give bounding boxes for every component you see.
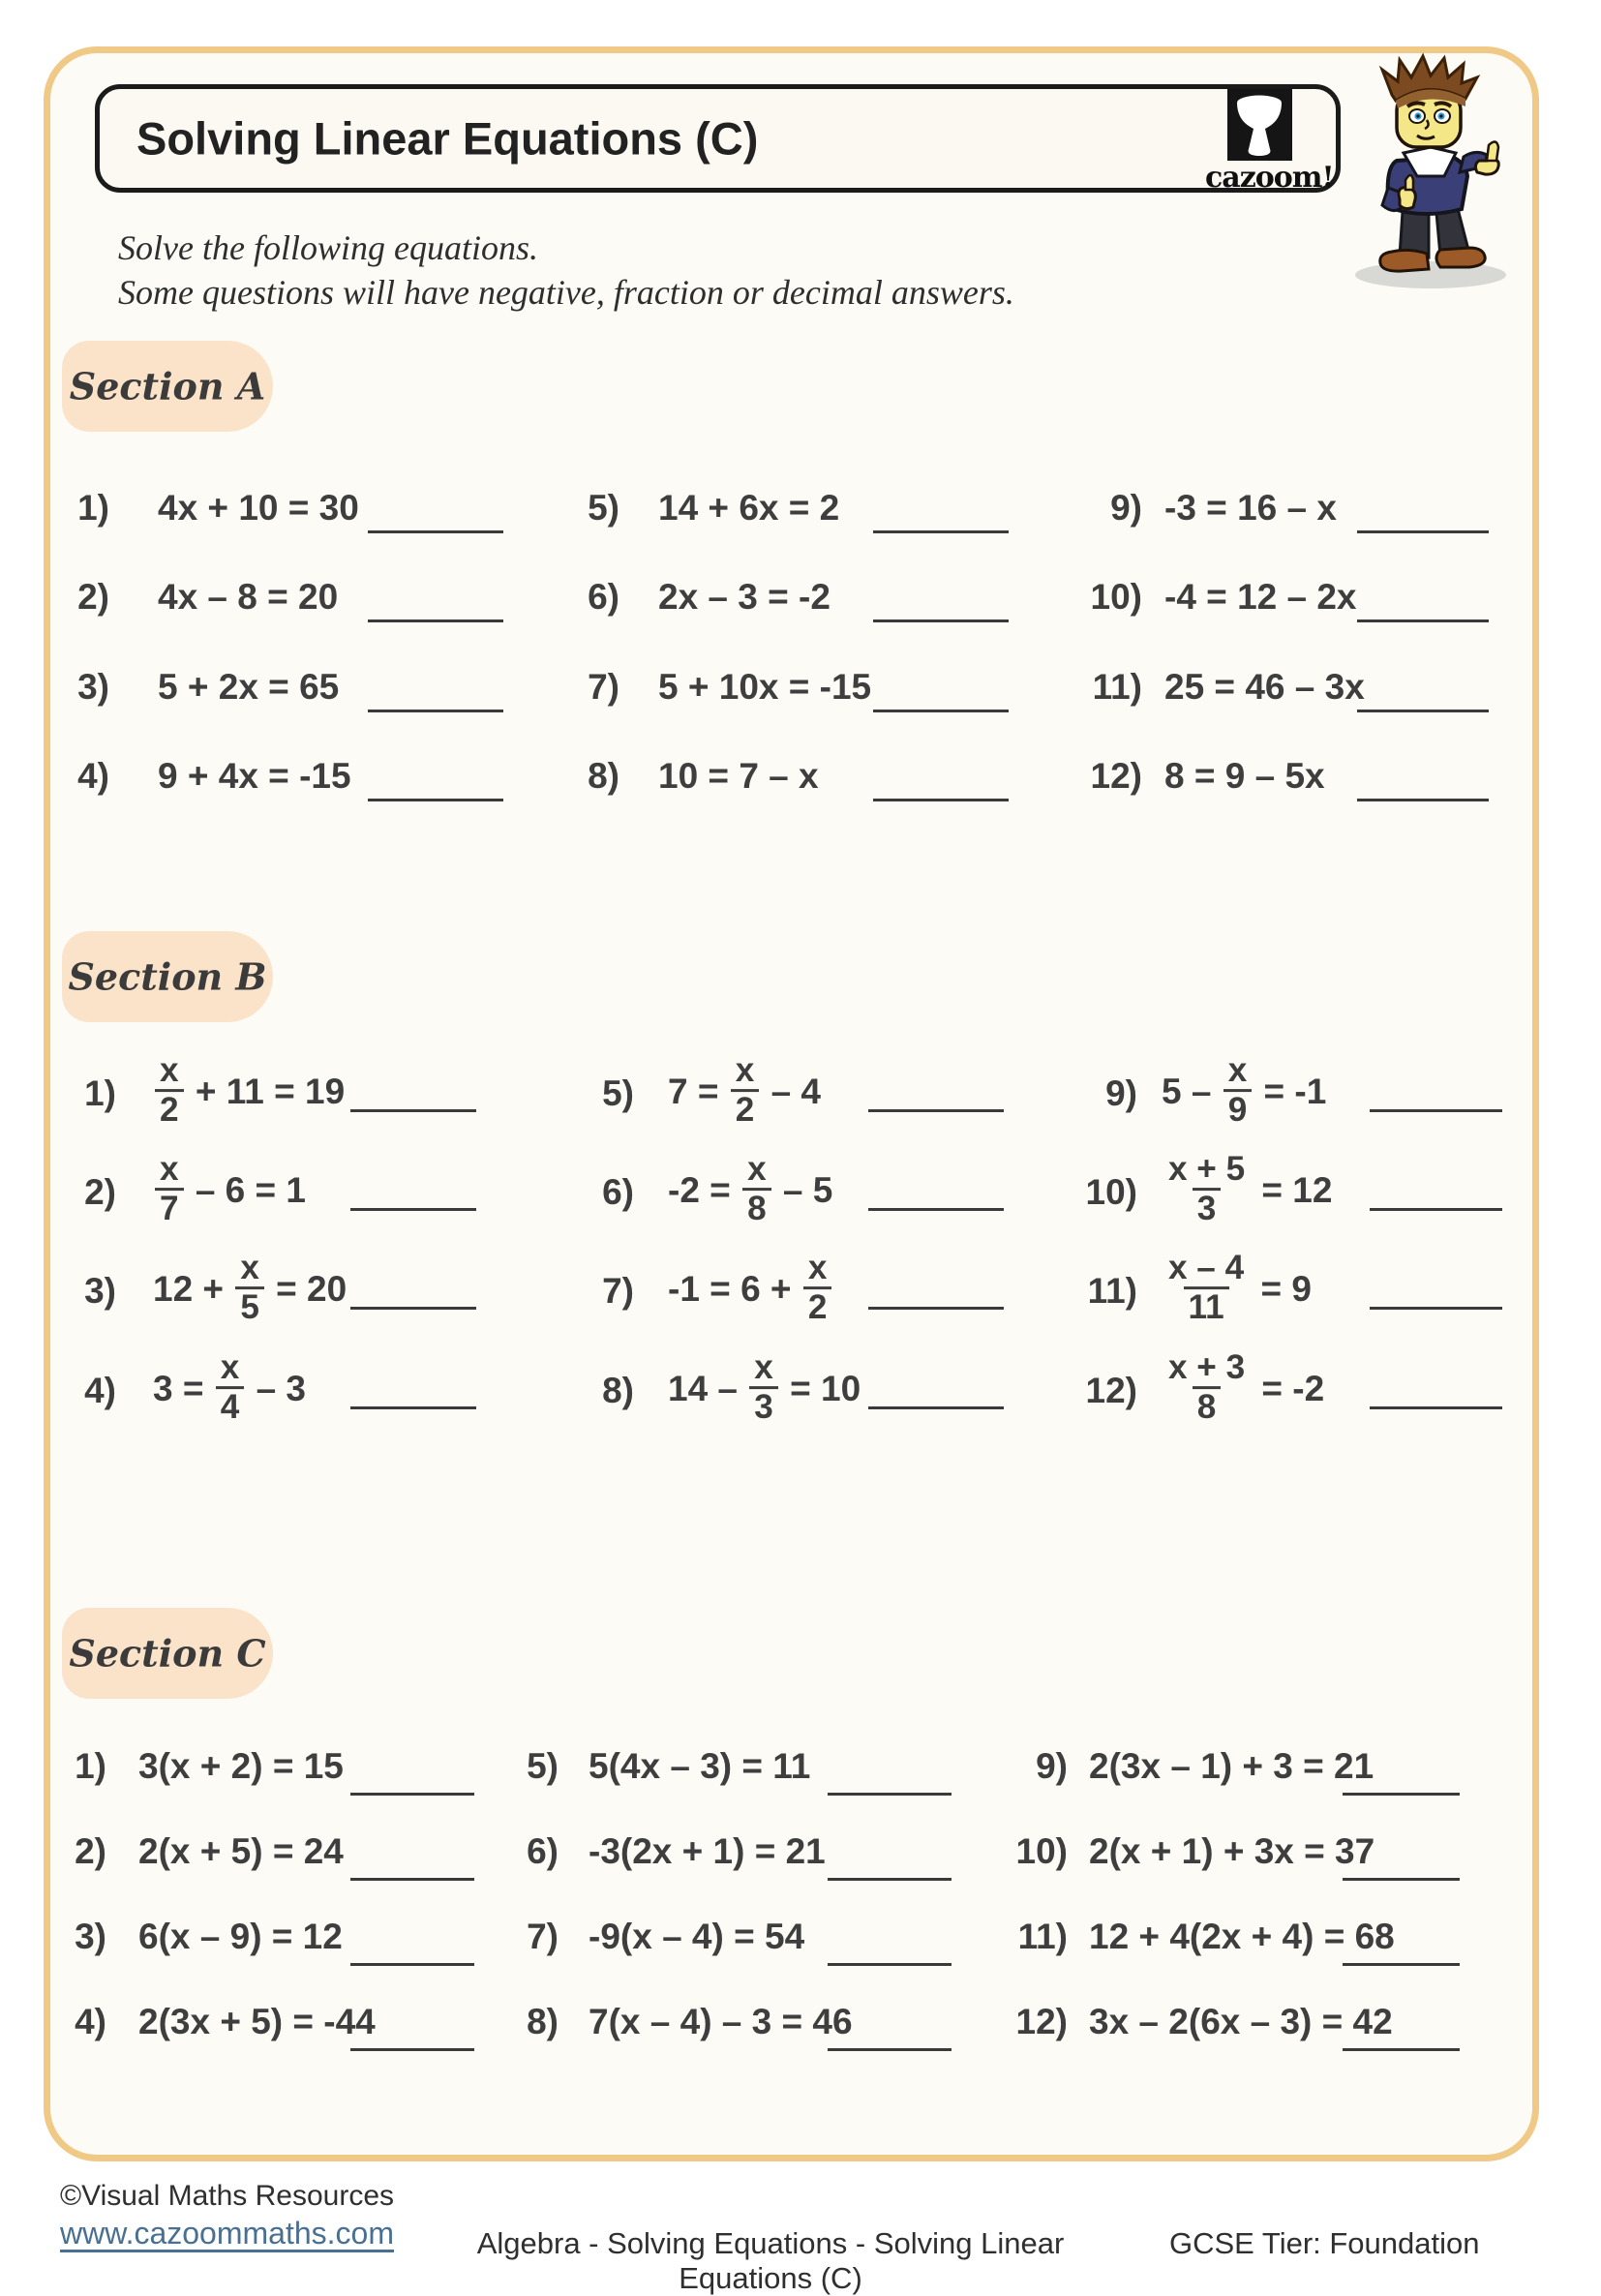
question-number: 2) <box>75 1831 106 1871</box>
equation: 25 = 46 – 3x <box>1164 667 1365 707</box>
answer-line <box>1370 1406 1502 1409</box>
equation: $\frac{x + 3}{8}$ = -2 <box>1162 1353 1324 1429</box>
question-number: 7) <box>588 667 619 707</box>
answer-line <box>1357 710 1489 712</box>
equation: 14 + 6x = 2 <box>658 488 840 528</box>
question-row <box>0 1142 1601 1243</box>
equation: 2(3x + 5) = -44 <box>138 2002 376 2041</box>
section-b-badge <box>62 931 273 1022</box>
fraction: $\frac{x + 5}{3}$ <box>1168 1150 1246 1227</box>
question-number: 6) <box>527 1831 559 1871</box>
footer-tier: GCSE Tier: Foundation <box>1169 2226 1480 2260</box>
equation: 8 = 9 – 5x <box>1164 756 1325 796</box>
section-b-label: Section B <box>68 954 267 999</box>
question-row <box>0 559 1601 636</box>
question-number: 9) <box>1036 1746 1068 1786</box>
section-a-label: Section A <box>69 364 266 408</box>
question-row <box>0 1043 1601 1144</box>
question-number: 2) <box>84 1172 116 1212</box>
question-number: 4) <box>84 1371 116 1410</box>
question-number: 4) <box>77 756 109 796</box>
question-number: 9) <box>1105 1073 1137 1113</box>
equation: -1 = 6 + $\frac{x}{2}$ <box>668 1254 833 1329</box>
answer-line <box>1370 1109 1502 1112</box>
fraction: $\frac{x - 4}{11}$ <box>1168 1249 1245 1326</box>
equation: 5 + 2x = 65 <box>158 667 340 707</box>
answer-line <box>1343 1793 1460 1796</box>
answer-line <box>1370 1208 1502 1211</box>
equation: 6(x – 9) = 12 <box>138 1917 343 1956</box>
fraction: $\frac{x}{2}$ <box>731 1053 760 1129</box>
equation: 2(3x – 1) + 3 = 21 <box>1089 1746 1374 1786</box>
question-number: 3) <box>84 1271 116 1311</box>
fraction: $\frac{x + 3}{8}$ <box>1168 1348 1246 1426</box>
question-number: 2) <box>77 577 109 617</box>
equation: -3 = 16 – x <box>1164 488 1337 528</box>
question-number: 1) <box>77 488 109 528</box>
equation: 12 + $\frac{x}{5}$ = 20 <box>153 1249 347 1326</box>
question-number: 4) <box>75 2002 106 2041</box>
equation: -2 = $\frac{x}{8}$ – 5 <box>668 1150 833 1227</box>
drum-icon <box>1227 89 1292 161</box>
question-number: 11) <box>1017 1917 1068 1956</box>
answer-line <box>1357 530 1489 533</box>
answer-line <box>1343 1878 1460 1881</box>
mascot-boy <box>1344 52 1516 292</box>
instruction-line-2: Some questions will have negative, fraction or decimal answers. <box>118 273 1014 312</box>
answer-line <box>1357 619 1489 622</box>
equation: -9(x – 4) = 54 <box>589 1917 805 1956</box>
equation: 10 = 7 – x <box>658 756 819 796</box>
question-number: 6) <box>588 577 619 617</box>
equation: 5(4x – 3) = 11 <box>589 1746 811 1786</box>
equation: $\frac{x}{7}$ – 6 = 1 <box>153 1155 306 1230</box>
question-row <box>0 649 1601 726</box>
equation: 4x + 10 = 30 <box>158 488 359 528</box>
equation: 2(x + 5) = 24 <box>138 1831 344 1871</box>
equation: 7 = $\frac{x}{2}$ – 4 <box>668 1051 822 1129</box>
equation: -3(2x + 1) = 21 <box>589 1831 826 1871</box>
fraction: $\frac{x}{4}$ <box>216 1350 245 1426</box>
question-number: 7) <box>602 1271 634 1311</box>
fraction: $\frac{x}{8}$ <box>742 1152 771 1227</box>
answer-line <box>1357 799 1489 801</box>
equation: $\frac{x}{2}$ + 11 = 19 <box>153 1056 345 1132</box>
equation: 12 + 4(2x + 4) = 68 <box>1089 1917 1395 1956</box>
equation: $\frac{x + 5}{3}$ = 12 <box>1162 1155 1332 1230</box>
fraction: $\frac{x}{9}$ <box>1223 1053 1253 1129</box>
fraction: $\frac{x}{3}$ <box>749 1350 778 1426</box>
answer-line <box>1343 2048 1460 2051</box>
section-c-label: Section C <box>69 1631 266 1676</box>
question-row <box>0 1813 1601 1890</box>
question-row <box>0 1898 1601 1976</box>
question-number: 8) <box>602 1371 634 1410</box>
footer-website-link[interactable]: www.cazoommaths.com <box>60 2216 394 2251</box>
equation: 4x – 8 = 20 <box>158 577 339 617</box>
logo-wordmark: cazoom! <box>1205 161 1334 195</box>
section-c-badge <box>62 1608 273 1699</box>
question-number: 10) <box>1085 1172 1137 1212</box>
question-number: 1) <box>84 1073 116 1113</box>
question-row <box>0 1983 1601 2061</box>
question-number: 5) <box>527 1746 559 1786</box>
page-title: Solving Linear Equations (C) <box>136 112 759 165</box>
question-number: 7) <box>527 1917 559 1956</box>
question-number: 11) <box>1092 667 1142 707</box>
question-number: 5) <box>602 1073 634 1113</box>
question-number: 5) <box>588 488 619 528</box>
answer-line <box>1370 1307 1502 1310</box>
question-row <box>0 1728 1601 1805</box>
equation: 5 + 10x = -15 <box>658 667 872 707</box>
footer-copyright: ©Visual Maths Resources <box>60 2180 395 2212</box>
cazoom-logo <box>1205 89 1334 195</box>
equation: 7(x – 4) – 3 = 46 <box>589 2002 853 2041</box>
question-number: 12) <box>1090 756 1142 796</box>
question-number: 3) <box>77 667 109 707</box>
equation: 2(x + 1) + 3x = 37 <box>1089 1831 1375 1871</box>
question-number: 3) <box>75 1917 106 1956</box>
question-number: 8) <box>527 2002 559 2041</box>
question-number: 11) <box>1087 1271 1137 1311</box>
equation: 9 + 4x = -15 <box>158 756 351 796</box>
question-number: 9) <box>1110 488 1142 528</box>
fraction: $\frac{x}{7}$ <box>155 1152 184 1227</box>
fraction: $\frac{x}{2}$ <box>803 1251 832 1326</box>
question-number: 1) <box>75 1746 106 1786</box>
question-row <box>0 1341 1601 1441</box>
question-number: 10) <box>1090 577 1142 617</box>
question-number: 8) <box>588 756 619 796</box>
footer-breadcrumb: Algebra - Solving Equations - Solving Linear Equations (C) <box>476 2226 1065 2295</box>
answer-line <box>1343 1963 1460 1966</box>
equation: $\frac{x - 4}{11}$ = 9 <box>1162 1254 1312 1329</box>
question-number: 10) <box>1015 1831 1068 1871</box>
instructions <box>118 226 1014 315</box>
equation: 3(x + 2) = 15 <box>138 1746 344 1786</box>
question-row <box>0 469 1601 547</box>
equation: 14 – $\frac{x}{3}$ = 10 <box>668 1348 861 1426</box>
question-row <box>0 1241 1601 1342</box>
equation: 5 – $\frac{x}{9}$ = -1 <box>1162 1051 1327 1129</box>
question-number: 6) <box>602 1172 634 1212</box>
instruction-line-1: Solve the following equations. <box>118 228 538 267</box>
question-number: 12) <box>1015 2002 1068 2041</box>
equation: 3x – 2(6x – 3) = 42 <box>1089 2002 1393 2041</box>
fraction: $\frac{x}{2}$ <box>155 1053 184 1129</box>
section-a-badge <box>62 341 273 432</box>
title-box <box>95 84 1341 193</box>
equation: 3 = $\frac{x}{4}$ – 3 <box>153 1348 307 1426</box>
equation: -4 = 12 – 2x <box>1164 577 1357 617</box>
question-row <box>0 738 1601 815</box>
question-number: 12) <box>1085 1371 1137 1410</box>
equation: 2x – 3 = -2 <box>658 577 831 617</box>
fraction: $\frac{x}{5}$ <box>235 1251 264 1326</box>
